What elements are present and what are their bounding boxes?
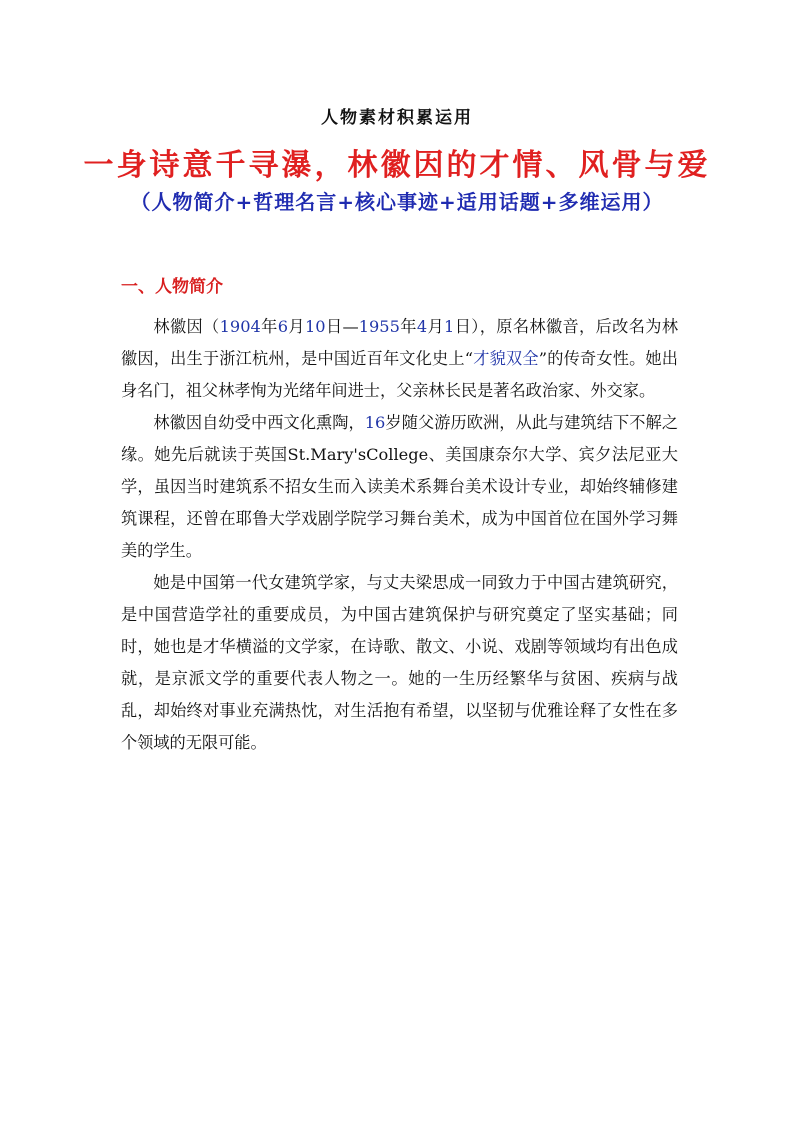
p2-text-b: 岁随父游历欧洲，从此与建筑结下不解之缘。她先后就读于英国St.Mary'sCollege、美国康奈尔大学、宾夕法尼亚大学，虽因当时建筑系不招女生而入读美术系舞台美术设计专业，却始终辅修建筑课程，还曾在耶鲁大学戏剧学院学习舞台美术，成为中国首位在国外学习舞美的学生。 xyxy=(121,413,679,560)
p1-quote: 才貌双全 xyxy=(473,349,539,368)
p1-text-i: ”的传奇女性。她出身名门，祖父林孝恂为光绪年间进士，父亲林长民是著名政治家、外交家。 xyxy=(121,349,678,400)
p1-birth-day: 10 xyxy=(304,317,326,336)
section-heading-profile: 一、人物简介 xyxy=(121,277,223,297)
p1-text-c: 月 xyxy=(288,317,305,336)
paragraph-3: 她是中国第一代女建筑学家，与丈夫梁思成一同致力于中国古建筑研究，是中国营造学社的重要成员，为中国古建筑保护与研究奠定了坚实基础；同时，她也是才华横溢的文学家，在诗歌、散文、小说、戏剧等领域均有出色成就，是京派文学的重要代表人物之一。她的一生历经繁华与贫困、疾病与战乱，却始终对事业充满热忱，对生活抱有希望，以坚韧与优雅诠释了女性在多个领域的无限可能。 xyxy=(121,573,678,752)
paragraph-1 xyxy=(121,311,678,407)
p1-birth-month: 6 xyxy=(277,317,289,336)
p1-death-day: 1 xyxy=(444,317,455,336)
p1-text-b: 年 xyxy=(260,317,278,336)
p1-birth-year: 1904 xyxy=(219,317,261,336)
p1-text-a: 林徽因（ xyxy=(153,317,220,336)
material-label: 人物素材积累运用 xyxy=(321,108,473,128)
p1-text-h: 日），原名林徽音，后改名为林徽因，出生于浙江杭州，是中国近百年文化史上“ xyxy=(121,317,679,368)
p1-text-f: 年 xyxy=(399,317,417,336)
p2-text-a: 林徽因自幼受中西文化熏陶， xyxy=(153,413,365,432)
p2-age: 16 xyxy=(364,413,386,432)
p1-death-year: 1955 xyxy=(358,317,400,336)
p1-death-month: 4 xyxy=(416,317,428,336)
subtitle: （人物简介+哲理名言+核心事迹+适用话题+多维运用） xyxy=(130,190,664,214)
profile-body xyxy=(121,311,678,759)
paragraph-2 xyxy=(121,407,678,567)
p1-text-e: 日— xyxy=(325,317,359,336)
main-title: 一身诗意千寻瀑，林徽因的才情、风骨与爱 xyxy=(83,148,711,183)
p1-text-g: 月 xyxy=(427,317,445,336)
